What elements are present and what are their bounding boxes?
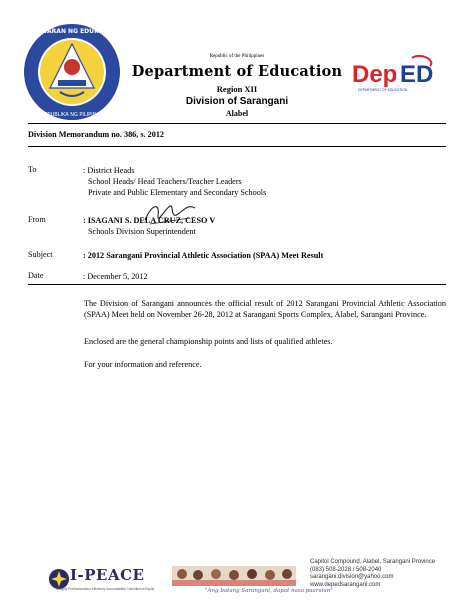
- subject-label: Subject: [28, 250, 53, 259]
- from-label: From: [28, 215, 46, 224]
- paragraph-2: Enclosed are the general championship points and lists of qualified athletes.: [84, 337, 333, 346]
- contact-email[interactable]: sarangani.division@yahoo.com: [310, 574, 394, 580]
- svg-text:ED: ED: [400, 61, 434, 88]
- date-label: Date: [28, 271, 44, 280]
- contact-address: Capitol Compound, Alabel, Sarangani Province: [310, 559, 436, 565]
- from-title: Schools Division Superintendent: [88, 227, 196, 236]
- signature: [140, 198, 200, 230]
- ipeace-subtitle: Integrity Professionalism Efficiency Accountability Commitment Equity: [56, 587, 155, 591]
- contact-website[interactable]: www.depedsarangani.com: [310, 581, 381, 588]
- children-photo-strip: [172, 566, 296, 586]
- division-line: Division of Sarangani: [185, 96, 289, 107]
- ipeace-brand: I-PEACE: [70, 566, 145, 584]
- to-line-1: : District Heads: [83, 166, 135, 175]
- paragraph-1: The Division of Sarangani announces the official result of 2012 Sarangani Provincial Athletic Association (SPAA) Meet held on November 26-28, 2012 at Sarangani Sports Complex, Alabel, Sarangani Province.: [84, 299, 446, 319]
- header-rule: [28, 123, 446, 124]
- department-title: Department of Education: [131, 63, 343, 80]
- from-name: : ISAGANI S. DELA CRUZ, CESO V: [83, 216, 216, 225]
- svg-text:DEPARTMENT OF EDUCATION: DEPARTMENT OF EDUCATION: [358, 88, 408, 92]
- deped-logo: [350, 54, 450, 98]
- city-line: Alabel: [225, 109, 249, 118]
- memo-number: Division Memorandum no. 386, s. 2012: [28, 130, 165, 139]
- subject-text: : 2012 Sarangani Provincial Athletic Association (SPAA) Meet Result: [83, 251, 324, 260]
- svg-text:REPUBLIKA NG PILIPINAS: REPUBLIKA NG PILIPINAS: [41, 112, 103, 118]
- svg-text:Dep: Dep: [352, 61, 398, 88]
- paragraph-3: For your information and reference.: [84, 360, 202, 369]
- to-line-3: Private and Public Elementary and Secondary Schools: [88, 188, 267, 197]
- to-line-2: School Heads/ Head Teachers/Teacher Leaders: [88, 177, 242, 186]
- slogan: "Ang batang Sarangani, dapat nasa paaralan": [205, 588, 333, 594]
- date-text: : December 5, 2012: [83, 272, 148, 281]
- contact-phone: (083) 508-2028 / 508-2040: [310, 566, 382, 573]
- region-line: Region XII: [216, 84, 258, 94]
- body-rule: [28, 284, 446, 285]
- svg-text:KAGAWARAN NG EDUKASYON: KAGAWARAN NG EDUKASYON: [22, 28, 122, 35]
- to-label: To: [28, 165, 37, 174]
- republic-line: Republic of the Philippines: [209, 54, 265, 59]
- memo-rule: [28, 146, 446, 147]
- contact-block: [310, 559, 435, 589]
